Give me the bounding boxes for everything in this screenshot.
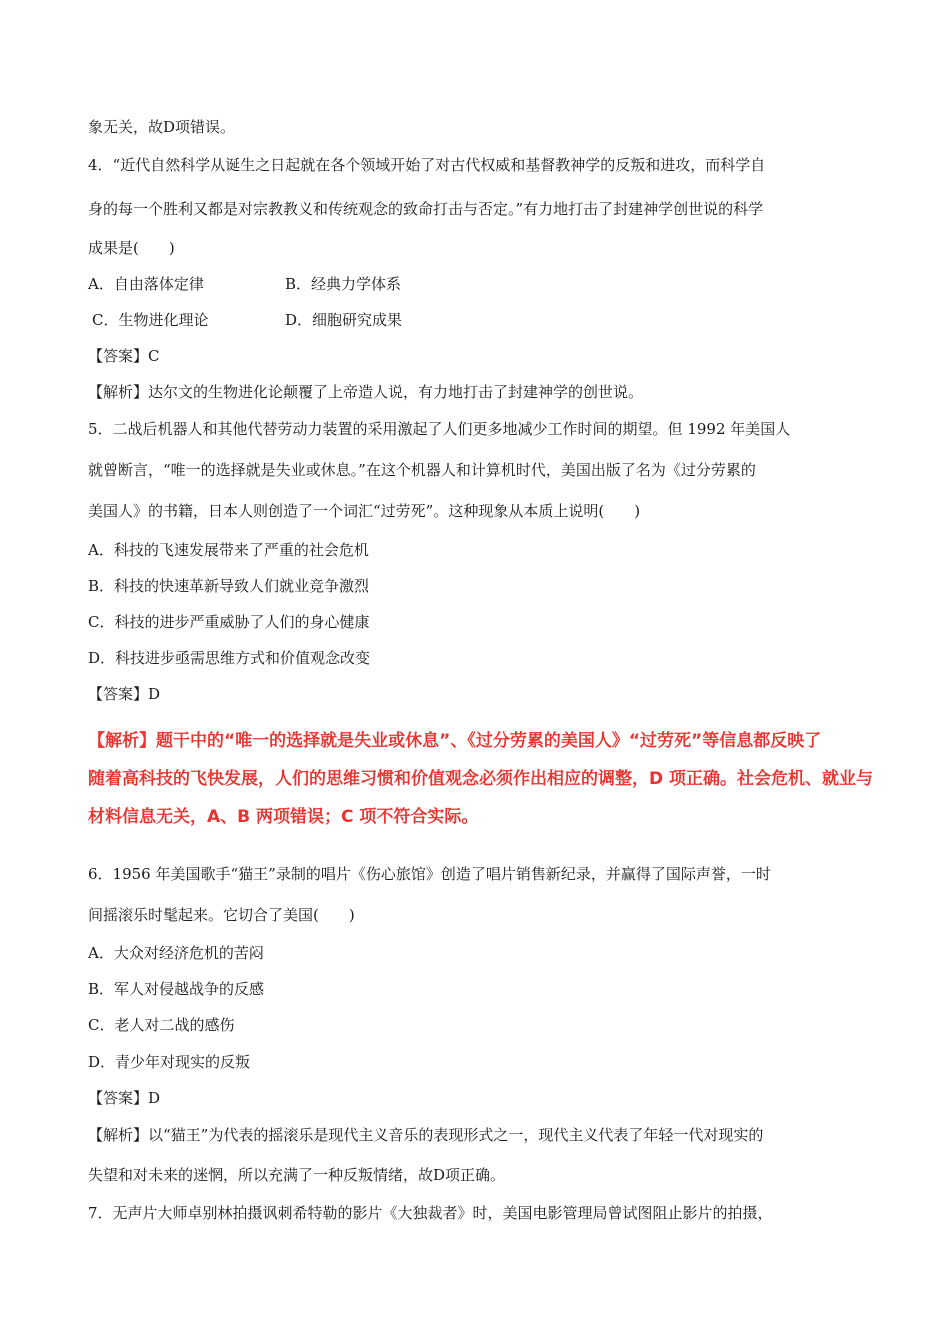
question-5-answer: 【答案】D xyxy=(88,685,161,703)
question-5-option-c: C．科技的进步严重威胁了人们的身心健康 xyxy=(88,613,370,631)
question-6-answer: 【答案】D xyxy=(88,1089,161,1107)
question-4-option-d: D．细胞研究成果 xyxy=(285,311,403,329)
question-4-answer: 【答案】C xyxy=(88,347,160,365)
question-4-explanation: 【解析】达尔文的生物进化论颠覆了上帝造人说，有力地打击了封建神学的创世说。 xyxy=(88,383,644,401)
question-5-option-a: A．科技的飞速发展带来了严重的社会危机 xyxy=(88,541,369,559)
text-line: 象无关，故D项错误。 xyxy=(88,118,236,136)
question-5-explanation: 【解析】题干中的“唯一的选择就是失业或休息”、《过分劳累的美国人》“过劳死”等信息都反映了 xyxy=(88,731,822,751)
question-5-explanation: 材料信息无关，A、B 两项错误；C 项不符合实际。 xyxy=(88,807,479,827)
question-6-stem: 6．1956 年美国歌手“猫王”录制的唱片《伤心旅馆》创造了唱片销售新纪录，并赢得了国际声誉，一时 xyxy=(88,865,771,883)
question-5-option-b: B．科技的快速革新导致人们就业竞争激烈 xyxy=(88,577,370,595)
question-6-option-c: C．老人对二战的感伤 xyxy=(88,1016,235,1034)
question-6-option-a: A．大众对经济危机的苦闷 xyxy=(88,944,264,962)
question-6-option-d: D．青少年对现实的反叛 xyxy=(88,1053,251,1071)
question-5-option-d: D．科技进步亟需思维方式和价值观念改变 xyxy=(88,649,371,667)
question-4-option-c: C．生物进化理论 xyxy=(92,311,209,329)
question-5-stem: 美国人》的书籍，日本人则创造了一个词汇“过劳死”。这种现象从本质上说明( ) xyxy=(88,502,641,520)
question-6-explanation: 失望和对未来的迷惘，所以充满了一种反叛情绪，故D项正确。 xyxy=(88,1166,506,1184)
question-4-stem: 身的每一个胜利又都是对宗教教义和传统观念的致命打击与否定。”有力地打击了封建神学创世说的科学 xyxy=(88,200,764,218)
question-5-explanation: 随着高科技的飞快发展，人们的思维习惯和价值观念必须作出相应的调整，D 项正确。社会危机、就业与 xyxy=(88,769,874,789)
question-5-stem: 5．二战后机器人和其他代替劳动力装置的采用激起了人们更多地减少工作时间的期望。但 1992 年美国人 xyxy=(88,420,791,438)
question-6-option-b: B．军人对侵越战争的反感 xyxy=(88,980,265,998)
question-4-option-a: A．自由落体定律 xyxy=(88,275,204,293)
question-6-stem: 间摇滚乐时髦起来。它切合了美国( ) xyxy=(88,906,355,924)
question-6-explanation: 【解析】以“猫王”为代表的摇滚乐是现代主义音乐的表现形式之一，现代主义代表了年轻一代对现实的 xyxy=(88,1126,764,1144)
question-5-stem: 就曾断言，“唯一的选择就是失业或休息。”在这个机器人和计算机时代，美国出版了名为《过分劳累的 xyxy=(88,461,756,479)
question-4-stem: 4．“近代自然科学从诞生之日起就在各个领域开始了对古代权威和基督教神学的反叛和进攻，而科学自 xyxy=(88,156,766,174)
question-4-stem: 成果是( ) xyxy=(88,239,175,257)
question-7-stem: 7．无声片大师卓别林拍摄讽刺希特勒的影片《大独裁者》时，美国电影管理局曾试图阻止影片的拍摄， xyxy=(88,1204,773,1222)
question-4-option-b: B．经典力学体系 xyxy=(285,275,402,293)
